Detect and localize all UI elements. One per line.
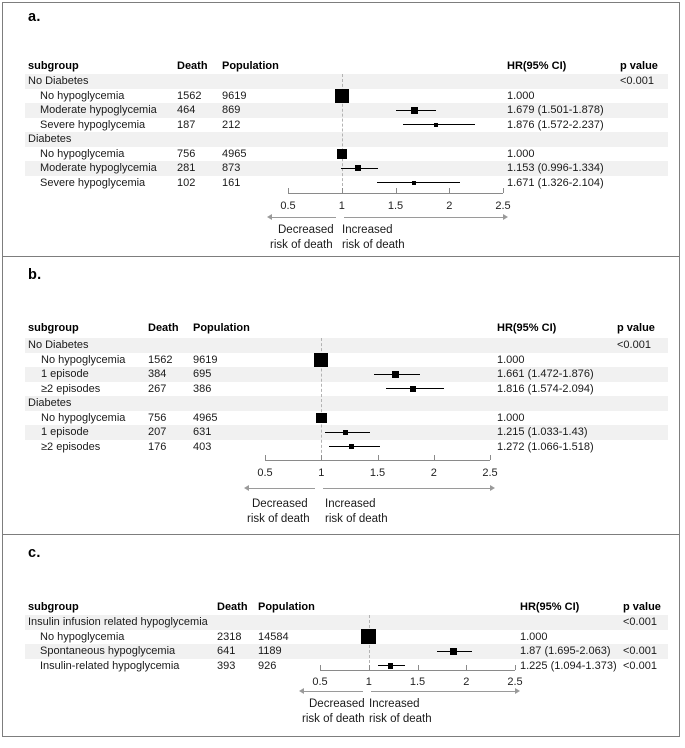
row-band <box>25 132 668 147</box>
axis-tick <box>418 665 419 670</box>
hr-ci-cell: 1.876 (1.572-2.237) <box>507 118 604 131</box>
axis-tick <box>503 188 504 193</box>
panel-divider <box>3 256 679 257</box>
population-cell: 9619 <box>222 89 247 102</box>
hr-ci-cell: 1.215 (1.033-1.43) <box>497 426 588 438</box>
death-cell: 2318 <box>217 630 242 643</box>
panel-c-label: c. <box>28 545 41 561</box>
axis-tick-label: 1 <box>338 200 345 212</box>
subgroup-cell: Severe hypoglycemia <box>40 118 146 131</box>
col-header-population: Population <box>222 60 279 72</box>
forest-marker <box>392 371 399 378</box>
x-axis <box>288 193 503 194</box>
col-header-subgroup: subgroup <box>28 60 79 72</box>
increased-arrow-line <box>344 217 503 218</box>
axis-tick <box>396 188 397 193</box>
axis-tick <box>265 455 266 460</box>
increased-risk-label: Increased <box>369 698 420 710</box>
population-cell: 869 <box>222 104 241 116</box>
death-cell: 384 <box>148 368 167 380</box>
decreased-risk-label: Decreased <box>278 224 334 236</box>
pvalue-cell: <0.001 <box>620 75 654 87</box>
decreased-arrow-line <box>272 217 336 218</box>
ci-line <box>377 182 461 183</box>
col-header-hr: HR(95% CI) <box>507 60 567 72</box>
death-cell: 102 <box>177 176 196 189</box>
death-cell: 281 <box>177 162 196 174</box>
axis-tick-label: 2.5 <box>482 467 498 479</box>
forest-marker <box>337 149 348 160</box>
population-cell: 1189 <box>258 645 282 657</box>
increased-arrowhead <box>503 214 508 220</box>
forest-marker <box>316 413 327 424</box>
decreased-arrowhead <box>267 214 272 220</box>
forest-marker <box>410 386 416 392</box>
panel-divider <box>3 534 679 535</box>
forest-marker <box>349 444 354 449</box>
subgroup-cell: No hypoglycemia <box>41 353 126 366</box>
group-row-label: Insulin infusion related hypoglycemia <box>28 616 208 628</box>
col-header-pvalue: p value <box>617 322 655 334</box>
subgroup-cell: No hypoglycemia <box>40 630 125 643</box>
axis-tick-label: 2 <box>463 676 470 688</box>
death-cell: 267 <box>148 382 167 395</box>
death-cell: 187 <box>177 118 196 131</box>
col-header-death: Death <box>177 60 208 72</box>
x-axis <box>320 670 515 671</box>
population-cell: 4965 <box>193 411 218 424</box>
hr-ci-cell: 1.816 (1.574-2.094) <box>497 382 594 395</box>
risk-of-death-label: risk of death <box>270 239 333 251</box>
axis-tick <box>342 188 343 193</box>
axis-tick <box>490 455 491 460</box>
population-cell: 926 <box>258 659 277 672</box>
group-row-label: No Diabetes <box>28 339 89 351</box>
pvalue-cell: <0.001 <box>617 339 651 351</box>
forest-marker <box>388 663 394 669</box>
hr-ci-cell: 1.671 (1.326-2.104) <box>507 176 604 189</box>
axis-tick <box>434 455 435 460</box>
death-cell: 756 <box>177 147 196 160</box>
col-header-population: Population <box>258 601 315 613</box>
population-cell: 873 <box>222 162 241 174</box>
axis-tick <box>449 188 450 193</box>
death-cell: 1562 <box>148 353 173 366</box>
increased-arrow-line <box>371 691 515 692</box>
hr-ci-cell: 1.661 (1.472-1.876) <box>497 368 594 380</box>
population-cell: 695 <box>193 368 212 380</box>
death-cell: 207 <box>148 426 167 438</box>
axis-tick-label: 1.5 <box>387 200 404 212</box>
increased-risk-label: Increased <box>342 224 393 236</box>
axis-tick-label: 2 <box>446 200 453 212</box>
population-cell: 403 <box>193 440 212 453</box>
row-band <box>25 338 668 353</box>
forest-marker <box>314 353 328 367</box>
axis-tick-label: 0.5 <box>280 200 296 212</box>
hr-ci-cell: 1.225 (1.094-1.373) <box>520 659 617 672</box>
panel-b-label: b. <box>28 267 42 283</box>
axis-tick <box>369 665 370 670</box>
x-axis <box>265 460 490 461</box>
col-header-hr: HR(95% CI) <box>520 601 580 613</box>
risk-of-death-label: risk of death <box>302 713 365 725</box>
death-cell: 464 <box>177 104 196 116</box>
col-header-death: Death <box>217 601 248 613</box>
panel-a-label: a. <box>28 9 41 25</box>
risk-of-death-label: risk of death <box>369 713 432 725</box>
forest-marker <box>450 648 457 655</box>
forest-marker <box>335 89 349 103</box>
row-band <box>25 74 668 89</box>
subgroup-cell: 1 episode <box>41 368 89 380</box>
col-header-death: Death <box>148 322 179 334</box>
hr-ci-cell: 1.153 (0.996-1.334) <box>507 162 604 174</box>
axis-tick-label: 2.5 <box>495 200 511 212</box>
decreased-risk-label: Decreased <box>252 498 308 510</box>
hr-ci-cell: 1.000 <box>497 353 525 366</box>
risk-of-death-label: risk of death <box>247 513 310 525</box>
population-cell: 631 <box>193 426 212 438</box>
forest-marker <box>412 181 416 185</box>
group-row-label: Diabetes <box>28 133 72 145</box>
hr-ci-cell: 1.87 (1.695-2.063) <box>520 645 611 657</box>
group-row-label: Diabetes <box>28 397 72 409</box>
death-cell: 641 <box>217 645 236 657</box>
axis-tick <box>321 455 322 460</box>
hr-ci-cell: 1.000 <box>507 89 535 102</box>
axis-tick <box>378 455 379 460</box>
forest-marker <box>434 123 439 128</box>
subgroup-cell: Severe hypoglycemia <box>40 176 146 189</box>
axis-tick <box>515 665 516 670</box>
subgroup-cell: No hypoglycemia <box>41 411 126 424</box>
death-cell: 176 <box>148 440 167 453</box>
axis-tick-label: 2.5 <box>507 676 523 688</box>
subgroup-cell: No hypoglycemia <box>40 89 125 102</box>
axis-tick-label: 1.5 <box>369 467 386 479</box>
risk-of-death-label: risk of death <box>325 513 388 525</box>
subgroup-cell: Insulin-related hypoglycemia <box>40 659 180 672</box>
forest-marker <box>411 107 418 114</box>
col-header-subgroup: subgroup <box>28 601 79 613</box>
population-cell: 14584 <box>258 630 289 643</box>
axis-tick-label: 0.5 <box>257 467 273 479</box>
col-header-pvalue: p value <box>620 60 658 72</box>
axis-tick-label: 1 <box>365 676 372 688</box>
ci-line <box>403 124 474 125</box>
axis-tick-label: 0.5 <box>312 676 328 688</box>
decreased-arrowhead <box>299 688 304 694</box>
hr-ci-cell: 1.000 <box>497 411 525 424</box>
group-row-label: No Diabetes <box>28 75 89 87</box>
hr-ci-cell: 1.000 <box>507 147 535 160</box>
forest-marker <box>343 430 349 436</box>
population-cell: 4965 <box>222 147 247 160</box>
forest-marker <box>355 165 361 171</box>
risk-of-death-label: risk of death <box>342 239 405 251</box>
population-cell: 161 <box>222 176 241 189</box>
subgroup-cell: ≥2 episodes <box>41 382 101 395</box>
col-header-hr: HR(95% CI) <box>497 322 557 334</box>
decreased-arrow-line <box>304 691 363 692</box>
death-cell: 393 <box>217 659 236 672</box>
row-band <box>25 396 668 411</box>
pvalue-cell: <0.001 <box>623 616 657 628</box>
forest-marker <box>361 629 376 644</box>
decreased-risk-label: Decreased <box>309 698 365 710</box>
figure-border <box>2 2 680 737</box>
pvalue-cell: <0.001 <box>623 659 657 672</box>
death-cell: 1562 <box>177 89 202 102</box>
hr-ci-cell: 1.679 (1.501-1.878) <box>507 104 604 116</box>
population-cell: 212 <box>222 118 241 131</box>
col-header-subgroup: subgroup <box>28 322 79 334</box>
subgroup-cell: 1 episode <box>41 426 89 438</box>
increased-arrowhead <box>490 485 495 491</box>
axis-tick <box>466 665 467 670</box>
subgroup-cell: Moderate hypoglycemia <box>40 104 157 116</box>
col-header-pvalue: p value <box>623 601 661 613</box>
increased-arrowhead <box>515 688 520 694</box>
axis-tick-label: 2 <box>430 467 437 479</box>
pvalue-cell: <0.001 <box>623 645 657 657</box>
increased-risk-label: Increased <box>325 498 376 510</box>
death-cell: 756 <box>148 411 167 424</box>
decreased-arrowhead <box>244 485 249 491</box>
col-header-population: Population <box>193 322 250 334</box>
increased-arrow-line <box>323 488 490 489</box>
hr-ci-cell: 1.000 <box>520 630 548 643</box>
population-cell: 9619 <box>193 353 218 366</box>
decreased-arrow-line <box>249 488 315 489</box>
subgroup-cell: Moderate hypoglycemia <box>40 162 157 174</box>
subgroup-cell: ≥2 episodes <box>41 440 101 453</box>
subgroup-cell: No hypoglycemia <box>40 147 125 160</box>
axis-tick-label: 1.5 <box>409 676 426 688</box>
population-cell: 386 <box>193 382 212 395</box>
subgroup-cell: Spontaneous hypoglycemia <box>40 645 176 657</box>
axis-tick <box>320 665 321 670</box>
axis-tick-label: 1 <box>318 467 325 479</box>
axis-tick <box>288 188 289 193</box>
hr-ci-cell: 1.272 (1.066-1.518) <box>497 440 594 453</box>
